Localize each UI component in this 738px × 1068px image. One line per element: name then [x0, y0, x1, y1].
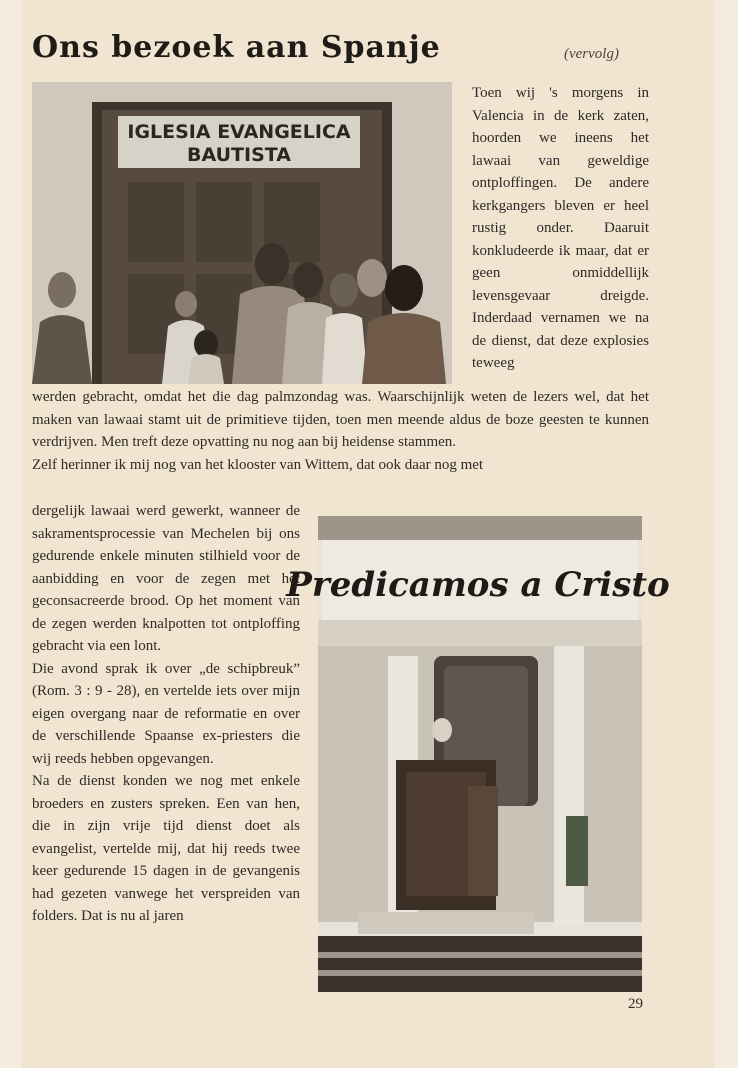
- left-column-text: [32, 500, 300, 996]
- paragraph-palmzondag: werden gebracht, omdat het die dag palmzondag was. Waarschijnlijk weten de lezers wel, dat het maken van lawaai stamt uit de primitieve tijden, toen men meende aldus de boze geesten te kunnen verdrijven. Men treft deze opvatting nu nog aan bij heidense stammen.: [32, 389, 649, 450]
- page-number: 29: [628, 996, 643, 1012]
- pulpit-photo-svg: [286, 516, 670, 992]
- intro-paragraph: Toen wij 's morgens in Valencia in de kerk zaten, hoorden we ineens het lawaai van geweldige ontploffingen. De andere kerkgangers bleven er heel rustig onder. Daaruit konkludeerde ik maar, dat er geen onmiddellijk levensgevaar dreigde. Inderdaad vernamen we na de dienst, dat deze explosies teweeg: [472, 85, 649, 371]
- pulpit-photo: [286, 516, 670, 992]
- full-width-text: [32, 386, 649, 476]
- article-subtitle: (vervolg): [564, 46, 619, 62]
- sign-text-line2: BAUTISTA: [187, 144, 291, 166]
- pulpit-sign-text: Predicamos a Cristo: [286, 565, 670, 605]
- article-title: Ons bezoek aan Spanje: [32, 30, 441, 65]
- church-entrance-photo: [32, 82, 452, 384]
- paragraph-evangelist: Na de dienst konden we nog met enkele broeders en zusters spreken. Een van hen, die in zijn vrije tijd dienst doet als evangelist, vertelde mij, dat hij reeds twee keer gedurende 15 dagen in de gevangenis had gezeten vanwege het verspreiden van folders. Dat is nu al jaren: [32, 773, 300, 924]
- church-entrance-photo-svg: [32, 82, 452, 384]
- paragraph-schipbreuk: Die avond sprak ik over „de schipbreuk” (Rom. 3 : 9 - 28), en vertelde iets over mijn eigen overgang naar de reformatie en over de verschillende Spaanse ex-priesters die wij reeds hebben opgevangen.: [32, 660, 300, 767]
- paragraph-wittem: Zelf herinner ik mij nog van het klooster van Wittem, dat ook daar nog met: [32, 456, 484, 473]
- paragraph-processie: dergelijk lawaai werd gewerkt, wanneer de sakramentsprocessie van Mechelen bij ons gedurende enkele minuten stilhield voor de aanbidding en voor de zegen met het geconsacreerde brood. Op het moment van de zegen werden knalpotten tot ontploffing gebracht via een lont.: [32, 503, 300, 654]
- sign-text-line1: IGLESIA EVANGELICA: [127, 121, 351, 143]
- intro-right-column: [472, 82, 649, 384]
